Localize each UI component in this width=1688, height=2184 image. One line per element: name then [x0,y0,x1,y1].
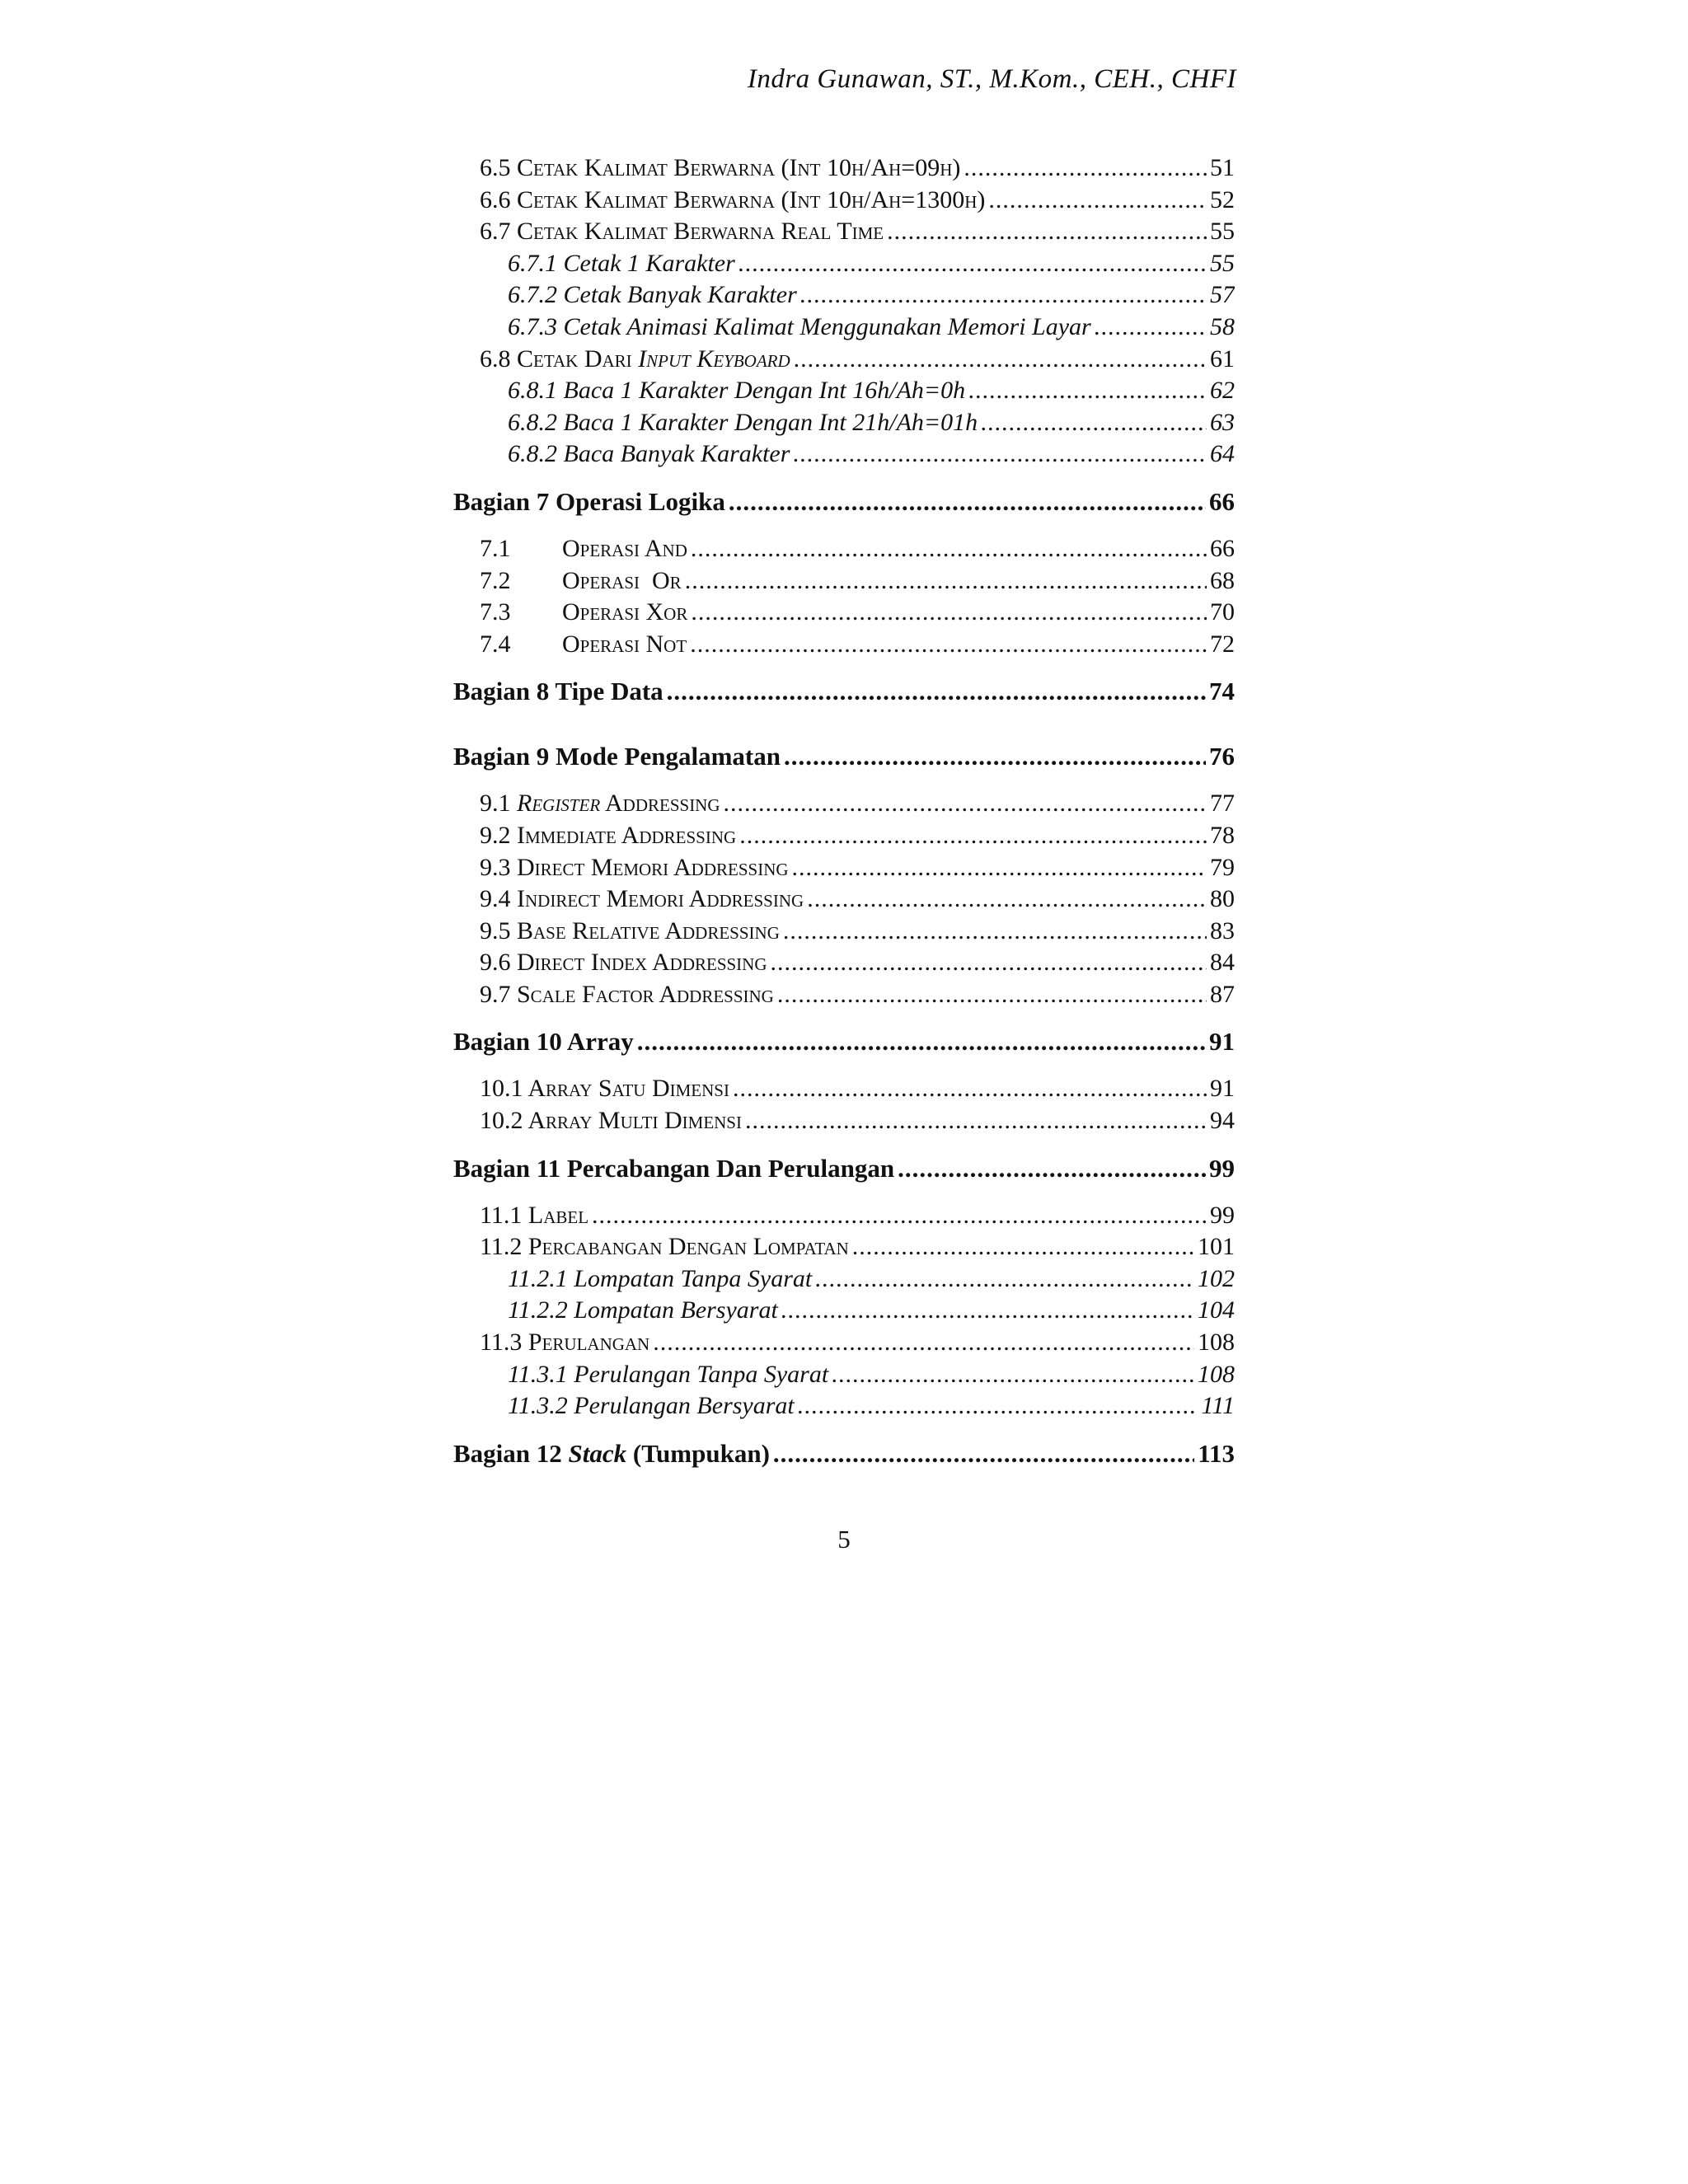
toc-leader-dots [745,1105,1207,1137]
toc-chapter-label: Bagian 11 Percabangan Dan Perulangan [453,1153,895,1183]
toc-page-number: 91 [1210,1075,1235,1103]
toc-entry-label: 6.6 Cetak Kalimat Berwarna (Int 10h/Ah=1300h) [480,185,986,213]
toc-page-number: 62 [1210,377,1235,405]
toc-leader-dots [1095,312,1207,344]
toc-leader-dots [798,1390,1198,1422]
toc-leader-dots [653,1327,1194,1359]
toc-page-number: 101 [1198,1233,1235,1261]
toc-page-number: 68 [1210,566,1235,594]
toc-entry [453,597,1235,629]
toc-leader-dots [832,1359,1194,1391]
toc-chapter-label-italic: Stack [568,1438,627,1468]
toc-leader-dots [793,438,1207,471]
toc-page-number: 87 [1210,980,1235,1008]
toc-entry [453,279,1235,312]
toc-page-number: 55 [1210,249,1235,277]
toc-chapter-label: Bagian 8 Tipe Data [453,677,663,706]
toc-entry-number: 7.2 [480,566,511,594]
toc-entry [453,883,1235,916]
toc-entry [453,852,1235,884]
toc-entry-label [480,597,687,629]
toc-entry-title: Operasi Not [562,630,687,658]
toc-leader-dots [691,597,1207,629]
toc-chapter [453,675,1235,708]
toc-page-number: 102 [1198,1264,1235,1292]
toc-entry-label: 11.2.1 Lompatan Tanpa Syarat [508,1264,813,1292]
toc-leader-dots [988,185,1207,217]
toc-page-number: 108 [1198,1360,1235,1388]
toc-page-number: 55 [1210,218,1235,246]
toc-entry [453,565,1235,598]
toc-entry-label: 6.7 Cetak Kalimat Berwarna Real Time [480,218,884,246]
toc-page-number: 66 [1210,534,1235,562]
toc-page-number: 76 [1209,742,1235,771]
toc-entry [453,1327,1235,1359]
toc-leader-dots [981,407,1207,439]
toc-page-number: 80 [1210,885,1235,913]
toc-page-number: 99 [1210,1201,1235,1229]
toc-chapter-label-part: (Tumpukan) [626,1438,770,1468]
toc-leader-dots [691,533,1207,565]
toc-page-number: 94 [1210,1107,1235,1135]
toc-chapter [453,485,1235,518]
toc-leader-dots [964,152,1207,185]
toc-page-number: 74 [1209,677,1235,706]
toc-entry-label: 9.4 Indirect Memori Addressing [480,885,804,913]
toc-entry-title: Operasi Xor [562,598,688,626]
toc-leader-dots [800,279,1207,312]
toc-entry [453,533,1235,565]
toc-page-number: 91 [1209,1027,1235,1057]
toc-entry [453,1231,1235,1263]
toc-page-number: 83 [1210,916,1235,944]
toc-leader-dots [777,979,1207,1011]
toc-leader-dots [807,883,1207,916]
toc-chapter-label: Bagian 9 Mode Pengalamatan [453,742,781,771]
toc-entry-label: 11.3.1 Perulangan Tanpa Syarat [508,1360,829,1388]
toc-entry-title: Addressing [600,790,720,818]
toc-entry-label: 6.8.2 Baca 1 Karakter Dengan Int 21h/Ah=01h [508,408,978,436]
toc-leader-dots [739,820,1207,852]
toc-leader-dots [781,1295,1194,1327]
toc-leader-dots [738,248,1207,280]
toc-entry-label-italic: Input Keyboard [638,344,790,373]
toc-entry [453,1295,1235,1327]
toc-page-number: 63 [1210,408,1235,436]
toc-leader-dots [637,1025,1206,1058]
toc-page-number: 57 [1210,281,1235,309]
toc-leader-dots [733,1073,1207,1105]
toc-entry-number: 9.1 [480,790,517,818]
toc-leader-dots [852,1231,1194,1263]
toc-entry [453,1263,1235,1296]
toc-entry-label: 9.3 Direct Memori Addressing [480,853,789,881]
toc-entry [453,375,1235,407]
toc-entry-label: 9.6 Direct Index Addressing [480,949,767,977]
toc-leader-dots [771,947,1207,979]
toc-page-number: 113 [1198,1438,1235,1468]
toc-entry-label: 6.7.1 Cetak 1 Karakter [508,249,735,277]
toc-chapter-label-part: Bagian 12 [453,1438,569,1468]
toc-entry [453,152,1235,185]
toc-entry-label: 6.5 Cetak Kalimat Berwarna (Int 10h/Ah=09h) [480,154,961,181]
toc-entry-label-part: 6.8 Cetak Dari [480,344,639,373]
toc-leader-dots [667,675,1206,708]
toc-entry [453,407,1235,439]
toc-entry [453,185,1235,217]
toc-leader-dots [773,1437,1194,1470]
toc-page-number: 108 [1198,1329,1235,1357]
toc-entry-label: 11.2.2 Lompatan Bersyarat [508,1296,778,1324]
toc-chapter-label [453,1437,770,1470]
toc-entry-label: 6.8.2 Baca Banyak Karakter [508,440,790,468]
toc-page-number: 111 [1201,1392,1235,1420]
toc-page-number: 64 [1210,440,1235,468]
toc-leader-dots [792,852,1207,884]
toc-entry-label: 11.1 Label [480,1201,589,1229]
toc-leader-dots [887,216,1207,248]
page-number: 5 [837,1525,851,1554]
toc-entry [453,1200,1235,1232]
toc-entry [453,1073,1235,1105]
toc-entry [453,344,1235,376]
toc-entry-label: 6.7.2 Cetak Banyak Karakter [508,281,797,309]
toc-entry [453,248,1235,280]
toc-page-number: 66 [1209,486,1235,516]
table-of-contents [453,152,1235,1470]
toc-entry-title: Operasi Or [562,566,682,594]
toc-entry-label [480,788,720,820]
toc-leader-dots [724,788,1207,820]
toc-leader-dots [794,344,1207,376]
toc-entry-label: 6.8.1 Baca 1 Karakter Dengan Int 16h/Ah=0h [508,377,966,405]
toc-entry-number: 7.1 [480,534,511,562]
toc-page-number: 77 [1210,790,1235,818]
toc-entry [453,312,1235,344]
toc-page-number: 52 [1210,185,1235,213]
toc-entry-label: 6.7.3 Cetak Animasi Kalimat Menggunakan Memori Layar [508,312,1091,340]
toc-chapter-label: Bagian 10 Array [453,1027,634,1057]
toc-leader-dots [685,565,1207,598]
toc-leader-dots [729,485,1206,518]
toc-page-number: 51 [1210,154,1235,181]
toc-chapter [453,1437,1235,1470]
toc-leader-dots [968,375,1207,407]
toc-entry-label [480,629,687,661]
toc-entry [453,947,1235,979]
toc-leader-dots [784,740,1206,773]
toc-page-number: 79 [1210,853,1235,881]
toc-leader-dots [690,629,1207,661]
toc-entry [453,1390,1235,1422]
toc-leader-dots [898,1152,1206,1185]
toc-entry [453,1359,1235,1391]
toc-entry [453,1105,1235,1137]
toc-entry-label: 11.3 Perulangan [480,1329,650,1357]
toc-entry-label: 11.3.2 Perulangan Bersyarat [508,1392,795,1420]
toc-entry [453,216,1235,248]
toc-chapter [453,1152,1235,1185]
toc-leader-dots [815,1263,1194,1296]
toc-entry [453,629,1235,661]
toc-entry-label [480,533,687,565]
toc-entry [453,820,1235,852]
toc-entry-number: 7.4 [480,630,511,658]
toc-page-number: 72 [1210,630,1235,658]
toc-chapter [453,1025,1235,1058]
toc-entry-label: 9.7 Scale Factor Addressing [480,980,774,1008]
toc-leader-dots [783,916,1207,948]
toc-page-number: 78 [1210,821,1235,849]
toc-entry-label: 9.5 Base Relative Addressing [480,916,780,944]
toc-entry-number: 7.3 [480,598,511,626]
toc-entry-label [480,344,790,376]
toc-chapter-label: Bagian 7 Operasi Logika [453,486,725,516]
toc-page-number: 58 [1210,312,1235,340]
toc-page-number: 99 [1209,1153,1235,1183]
toc-entry-label: 10.2 Array Multi Dimensi [480,1107,742,1135]
toc-entry [453,788,1235,820]
toc-entry [453,979,1235,1011]
toc-page-number: 61 [1210,344,1235,373]
toc-entry [453,438,1235,471]
running-header: Indra Gunawan, ST., M.Kom., CEH., CHFI [747,64,1236,94]
toc-entry [453,916,1235,948]
toc-page-number: 84 [1210,949,1235,977]
toc-chapter [453,740,1235,773]
toc-entry-label: 9.2 Immediate Addressing [480,821,737,849]
toc-leader-dots [592,1200,1207,1232]
toc-entry-title: Operasi And [562,534,687,562]
toc-page-number: 70 [1210,598,1235,626]
toc-page-number: 104 [1198,1296,1235,1324]
toc-entry-label [480,565,682,598]
toc-entry-label-italic: Register [517,790,601,818]
toc-entry-label: 11.2 Percabangan Dengan Lompatan [480,1233,849,1261]
toc-entry-label: 10.1 Array Satu Dimensi [480,1075,729,1103]
